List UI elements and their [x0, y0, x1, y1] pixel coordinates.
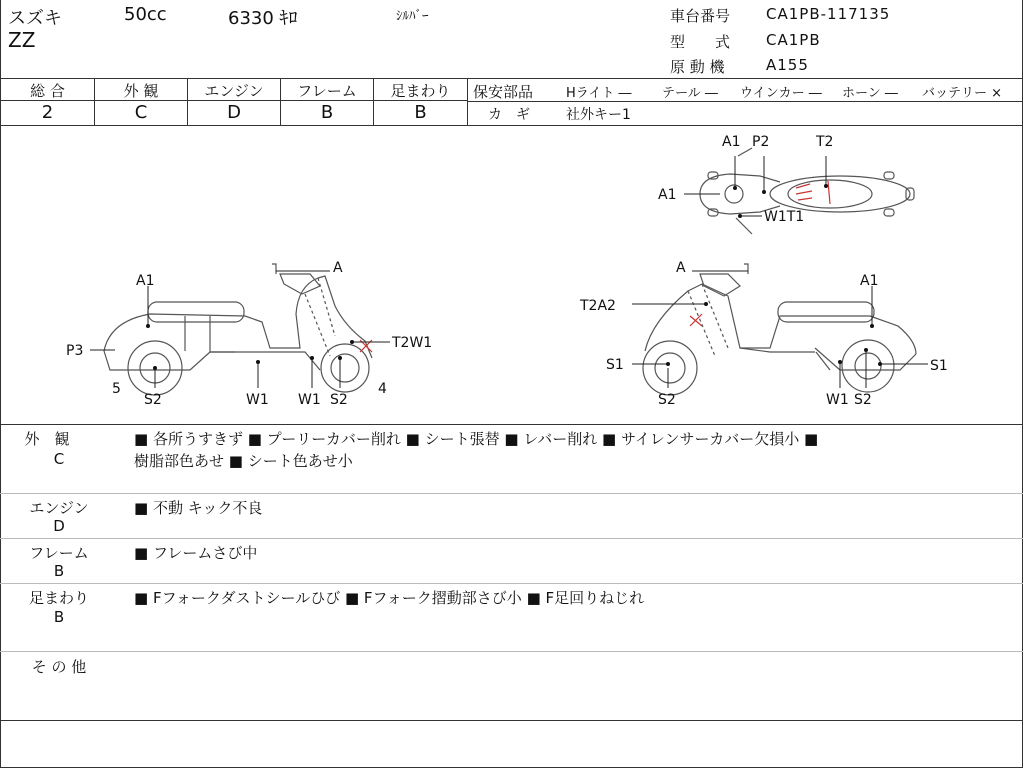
diagram-label: S2 — [144, 392, 162, 408]
rating-header-engine: エンジン — [204, 82, 264, 100]
displacement: 50cc — [124, 4, 167, 25]
diagram-label: W1 — [298, 392, 321, 408]
note-label-engine: エンジン — [29, 499, 89, 517]
safety-battery: バッテリー × — [922, 86, 1003, 101]
diagram-label: S1 — [606, 357, 624, 373]
diagram-label: A — [676, 260, 686, 276]
diagram-label: P2 — [752, 134, 770, 150]
diagram-label: W1T1 — [764, 209, 805, 225]
diagram-label: A1 — [658, 187, 677, 203]
frame-no: CA1PB-117135 — [766, 5, 891, 23]
rule — [0, 720, 1023, 721]
rule — [467, 101, 1023, 102]
frame-no-label: 車台番号 — [670, 7, 731, 25]
model-name: ZZ — [8, 28, 36, 52]
key-value: 社外キー1 — [566, 107, 631, 123]
diagram-label: W1 — [826, 392, 849, 408]
type-value: CA1PB — [766, 31, 821, 49]
diagram-label: S2 — [330, 392, 348, 408]
diagram-label: A1 — [722, 134, 741, 150]
rating-value-overall: 2 — [41, 102, 54, 123]
rule — [0, 583, 1023, 584]
diagram-label: A — [333, 260, 343, 276]
rating-header-exterior: 外 観 — [123, 82, 159, 100]
rating-header-suspension: 足まわり — [390, 82, 451, 100]
rule — [0, 538, 1023, 539]
note-label-suspension: 足まわり — [28, 589, 89, 607]
diagram-label: 4 — [378, 381, 387, 397]
note-grade-frame: B — [53, 562, 65, 580]
note-grade-exterior: C — [53, 450, 65, 468]
note-text-engine: ■ 不動 キック不良 — [134, 499, 263, 517]
diagram-label: T2A2 — [580, 298, 616, 314]
rating-value-engine: D — [227, 102, 241, 123]
scooter-diagram — [0, 126, 1023, 424]
note-text-exterior-line2: 樹脂部色あせ ■ シート色あせ小 — [134, 452, 353, 470]
rating-value-suspension: B — [414, 102, 427, 123]
diagram-label: W1 — [246, 392, 269, 408]
safety-winker: ウインカー ― — [740, 86, 822, 101]
diagram-label: P3 — [66, 343, 84, 359]
rating-header-frame: フレーム — [297, 82, 357, 100]
note-text-exterior-line1: ■ 各所うすきず ■ プーリーカバー削れ ■ シート張替 ■ レバー削れ ■ サイレンサーカバー欠損小 ■ — [134, 430, 819, 448]
mileage: 6330 ｷﾛ — [228, 8, 298, 29]
engine-value: A155 — [766, 56, 809, 74]
rating-value-exterior: C — [134, 102, 148, 123]
rating-header-overall: 総 合 — [30, 82, 65, 100]
diagram-label: S2 — [658, 392, 676, 408]
safety-horn: ホーン ― — [842, 86, 898, 101]
key-label: カ ギ — [488, 107, 530, 123]
note-label-exterior: 外 観 — [24, 430, 70, 448]
rule — [0, 424, 1023, 425]
body-color: ｼﾙﾊﾞｰ — [396, 9, 429, 24]
rule — [467, 78, 468, 125]
engine-label: 原 動 機 — [670, 58, 725, 76]
diagram-label: A1 — [136, 273, 155, 289]
note-grade-suspension: B — [53, 608, 65, 626]
diagram-label: 5 — [112, 381, 121, 397]
rating-value-frame: B — [320, 102, 334, 123]
note-grade-engine: D — [53, 517, 65, 535]
note-label-frame: フレーム — [29, 544, 89, 562]
diagram-label: A1 — [860, 273, 879, 289]
maker: スズキ — [8, 8, 62, 29]
diagram-label: T2W1 — [392, 335, 433, 351]
safety-tail: テール ― — [662, 86, 718, 101]
safety-label: 保安部品 — [473, 83, 534, 101]
diagram-label: S1 — [930, 358, 948, 374]
note-text-suspension: ■ Fフォークダストシールひび ■ Fフォーク摺動部さび小 ■ F足回りねじれ — [134, 589, 645, 607]
rule — [0, 78, 1023, 79]
diagram-label: S2 — [854, 392, 872, 408]
type-label: 型 式 — [670, 33, 731, 51]
note-text-frame: ■ フレームさび中 — [134, 544, 258, 562]
scooter-top-view — [700, 148, 914, 234]
rule — [0, 493, 1023, 494]
note-label-other: そ の 他 — [31, 658, 87, 676]
safety-headlight: Hライト ― — [566, 86, 632, 101]
rule — [0, 651, 1023, 652]
diagram-label: T2 — [816, 134, 834, 150]
